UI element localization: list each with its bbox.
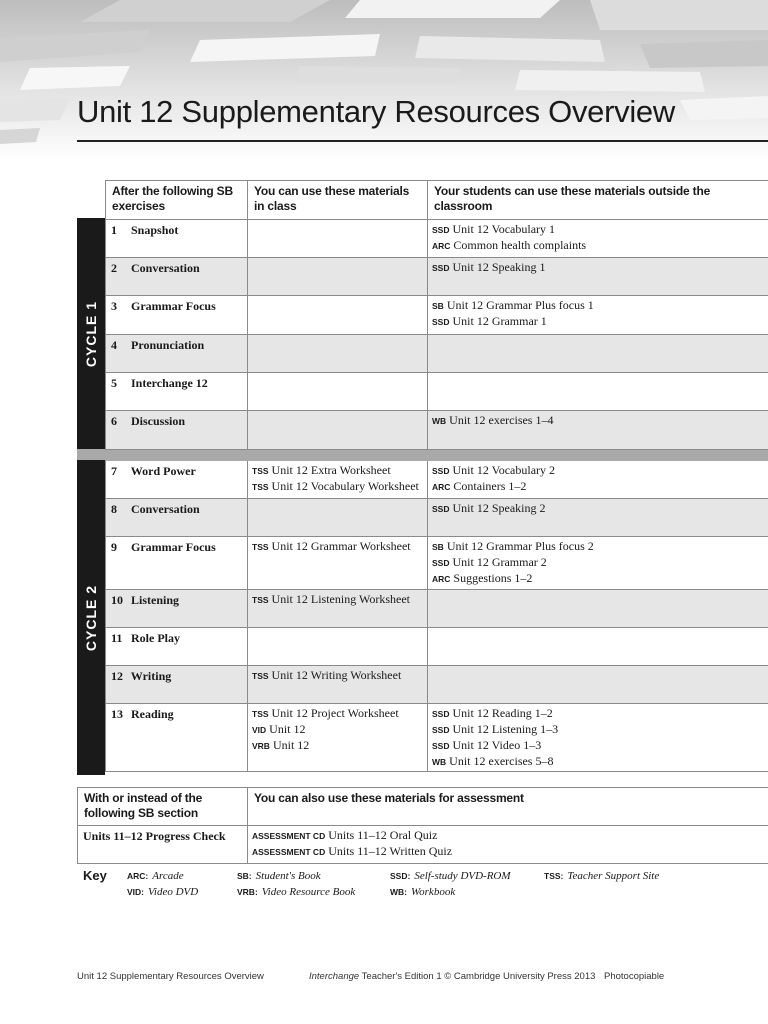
cycle-2-label: CYCLE 2 [83, 584, 99, 651]
assessment-row [78, 826, 768, 864]
exercise-cell [106, 499, 248, 537]
resource-entry [252, 844, 764, 860]
key-text: Teacher Support Site [567, 870, 660, 882]
footer-left: Unit 12 Supplementary Resources Overview [77, 971, 264, 982]
in-class-cell [248, 666, 428, 704]
table-row [106, 411, 768, 450]
assessment-rows [78, 826, 768, 864]
exercise-cell [106, 411, 248, 450]
resource-text: Unit 12 Vocabulary 2 [452, 463, 556, 477]
exercise-cell [106, 461, 248, 499]
resource-code: WB [432, 757, 447, 767]
resource-code: SSD [432, 317, 450, 327]
exercise-cell [106, 373, 248, 411]
header-assessment-materials: You can also use these materials for assessment [248, 788, 768, 826]
table-row [106, 590, 768, 628]
assessment-table [77, 787, 768, 864]
resource-entry [432, 463, 764, 479]
resource-code: TSS [252, 466, 269, 476]
resource-entry [252, 668, 423, 684]
banner-graphic [0, 0, 768, 160]
resource-entry [252, 828, 764, 844]
resource-entry [252, 706, 423, 722]
outside-classroom-cell [428, 411, 768, 450]
exercise-name: Interchange 12 [131, 376, 208, 390]
key-code: VID: [127, 887, 144, 897]
outside-classroom-cell [428, 628, 768, 666]
resource-text: Unit 12 Vocabulary 1 [452, 222, 556, 236]
exercise-number: 3 [111, 299, 117, 313]
resource-code: SSD [432, 741, 450, 751]
table-row [106, 335, 768, 373]
resource-code: SB [432, 301, 444, 311]
resource-text: Unit 12 Extra Worksheet [271, 463, 391, 477]
exercise-cell [106, 590, 248, 628]
exercise-cell [106, 220, 248, 258]
exercise-name: Word Power [130, 464, 196, 478]
resource-code: TSS [252, 709, 269, 719]
table-row [106, 499, 768, 537]
outside-classroom-cell [428, 666, 768, 704]
key-legend [83, 868, 768, 908]
exercise-number: 4 [111, 338, 117, 352]
exercise-name: Grammar Focus [131, 540, 216, 554]
key-code: ARC: [127, 871, 149, 881]
key-code: SSD: [390, 871, 411, 881]
key-item-arc [127, 870, 184, 882]
resource-text: Unit 12 Listening Worksheet [271, 592, 410, 606]
resource-code: SSD [432, 725, 450, 735]
key-item-tss [544, 870, 659, 882]
exercise-name: Snapshot [131, 223, 179, 237]
key-item-vid [127, 886, 198, 898]
in-class-cell [248, 258, 428, 296]
exercise-number: 8 [111, 502, 117, 516]
resource-code: ARC [432, 241, 451, 251]
resource-entry [432, 238, 764, 254]
exercise-cell [106, 296, 248, 335]
outside-classroom-cell [428, 335, 768, 373]
resource-code: SSD [432, 709, 450, 719]
table-row [106, 296, 768, 335]
resource-text: Unit 12 Grammar Worksheet [271, 539, 411, 553]
resource-entry [432, 738, 764, 754]
key-label: Key [83, 868, 107, 883]
key-code: WB: [390, 887, 407, 897]
resource-entry [432, 298, 764, 314]
resource-text: Unit 12 Speaking 1 [452, 260, 546, 274]
cycle-1-label-bar [77, 218, 105, 449]
table-header-row [106, 181, 768, 220]
in-class-cell [248, 411, 428, 450]
resource-text: Unit 12 [272, 738, 310, 752]
header-sb-section: With or instead of the following SB section [78, 788, 248, 826]
cycle-2-rows [106, 461, 768, 772]
footer-series: Interchange [309, 971, 360, 982]
resources-table [105, 180, 768, 772]
key-text: Self-study DVD-ROM [414, 870, 511, 882]
exercise-number: 7 [111, 464, 117, 478]
exercise-number: 13 [111, 707, 123, 721]
resource-entry [432, 501, 764, 517]
assessment-materials-cell [248, 826, 768, 864]
resource-code: VRB [252, 741, 270, 751]
key-text: Arcade [152, 870, 184, 882]
key-text: Workbook [411, 886, 456, 898]
resource-entry [432, 706, 764, 722]
exercise-number: 5 [111, 376, 117, 390]
resource-entry [432, 413, 764, 429]
resource-entry [432, 754, 764, 770]
resource-entry [252, 463, 423, 479]
key-text: Video DVD [148, 886, 199, 898]
exercise-number: 6 [111, 414, 117, 428]
resource-text: Suggestions 1–2 [453, 571, 533, 585]
exercise-name: Grammar Focus [131, 299, 216, 313]
resource-code: TSS [252, 482, 269, 492]
footer-copyright [309, 971, 595, 982]
key-text: Student's Book [255, 870, 321, 882]
resource-text: Unit 12 exercises 5–8 [449, 754, 554, 768]
resource-code: VID [252, 725, 267, 735]
resource-text: Common health complaints [453, 238, 587, 252]
exercise-number: 10 [111, 593, 123, 607]
resource-text: Unit 12 Grammar Plus focus 1 [446, 298, 594, 312]
in-class-cell [248, 296, 428, 335]
resource-entry [252, 738, 423, 754]
table-row [106, 628, 768, 666]
resource-text: Unit 12 Listening 1–3 [452, 722, 559, 736]
in-class-cell [248, 628, 428, 666]
resource-entry [252, 722, 423, 738]
table-row [106, 373, 768, 411]
resource-code: TSS [252, 595, 269, 605]
exercise-name: Reading [131, 707, 174, 721]
outside-classroom-cell [428, 461, 768, 499]
key-item-wb [390, 886, 455, 898]
in-class-cell [248, 704, 428, 772]
assessment-header-row [78, 788, 768, 826]
outside-classroom-cell [428, 499, 768, 537]
key-item-vrb [237, 886, 355, 898]
resource-text: Unit 12 [269, 722, 306, 736]
exercise-name: Listening [131, 593, 180, 607]
table-row [106, 537, 768, 590]
resource-text: Unit 12 Grammar 2 [452, 555, 547, 569]
table-row [106, 666, 768, 704]
exercise-cell [106, 628, 248, 666]
exercise-name: Pronunciation [131, 338, 205, 352]
key-item-sb [237, 870, 321, 882]
resource-code: WB [432, 416, 447, 426]
resource-text: Unit 12 Reading 1–2 [452, 706, 553, 720]
exercise-cell [106, 537, 248, 590]
resource-code: ASSESSMENT CD [252, 847, 326, 857]
exercise-number: 1 [111, 223, 117, 237]
resource-code: SB [432, 542, 444, 552]
resource-entry [432, 479, 764, 495]
resource-text: Units 11–12 Oral Quiz [328, 828, 438, 842]
key-code: TSS: [544, 871, 564, 881]
table-row [106, 461, 768, 499]
title-rule [77, 140, 768, 142]
resource-code: ASSESSMENT CD [252, 831, 326, 841]
resource-text: Unit 12 Vocabulary Worksheet [271, 479, 419, 493]
exercise-cell [106, 335, 248, 373]
footer-middle: Teacher's Edition 1 © Cambridge University Press 2013 [359, 971, 596, 982]
exercise-name: Writing [130, 669, 172, 683]
header-in-class: You can use these materials in class [248, 181, 428, 220]
cycle-1-label: CYCLE 1 [83, 300, 99, 367]
resource-entry [252, 539, 423, 555]
cycle-gap [106, 450, 768, 461]
resource-text: Unit 12 Speaking 2 [452, 501, 546, 515]
header-outside-classroom: Your students can use these materials outside the classroom [428, 181, 768, 220]
resource-code: TSS [252, 671, 269, 681]
outside-classroom-cell [428, 704, 768, 772]
outside-classroom-cell [428, 296, 768, 335]
resource-code: SSD [432, 504, 450, 514]
exercise-cell [106, 666, 248, 704]
outside-classroom-cell [428, 537, 768, 590]
exercise-number: 9 [111, 540, 117, 554]
resource-entry [432, 555, 764, 571]
outside-classroom-cell [428, 590, 768, 628]
assessment-section-cell: Units 11–12 Progress Check [78, 826, 248, 864]
in-class-cell [248, 590, 428, 628]
table-row [106, 704, 768, 772]
in-class-cell [248, 220, 428, 258]
exercise-number: 12 [111, 669, 123, 683]
page-title: Unit 12 Supplementary Resources Overview [77, 94, 675, 129]
resource-code: ARC [432, 574, 451, 584]
resource-code: TSS [252, 542, 269, 552]
key-code: SB: [237, 871, 252, 881]
resource-entry [432, 260, 764, 276]
cycle-1-rows [106, 220, 768, 450]
resource-text: Unit 12 Project Worksheet [271, 706, 399, 720]
resource-entry [432, 222, 764, 238]
table-row [106, 220, 768, 258]
header-banner [0, 0, 768, 160]
outside-classroom-cell [428, 258, 768, 296]
resource-text: Units 11–12 Written Quiz [328, 844, 453, 858]
exercise-cell [106, 258, 248, 296]
exercise-number: 11 [111, 631, 123, 645]
resource-entry [432, 571, 764, 587]
key-text: Video Resource Book [261, 886, 356, 898]
resource-code: SSD [432, 558, 450, 568]
in-class-cell [248, 373, 428, 411]
resource-entry [432, 314, 764, 330]
resource-text: Unit 12 Writing Worksheet [271, 668, 402, 682]
exercise-name: Conversation [131, 261, 200, 275]
resource-entry [252, 592, 423, 608]
footer-right: Photocopiable [604, 971, 665, 982]
outside-classroom-cell [428, 373, 768, 411]
resource-text: Unit 12 exercises 1–4 [449, 413, 554, 427]
resource-text: Containers 1–2 [453, 479, 527, 493]
resource-entry [432, 722, 764, 738]
exercise-number: 2 [111, 261, 117, 275]
exercise-cell [106, 704, 248, 772]
key-code: VRB: [237, 887, 258, 897]
resource-entry [432, 539, 764, 555]
resource-entry [252, 479, 423, 495]
key-item-ssd [390, 870, 511, 882]
resource-code: SSD [432, 466, 450, 476]
table-row [106, 258, 768, 296]
exercise-name: Discussion [131, 414, 186, 428]
resource-text: Unit 12 Grammar Plus focus 2 [446, 539, 594, 553]
resource-code: SSD [432, 225, 450, 235]
cycle-2-label-bar [77, 460, 105, 775]
in-class-cell [248, 335, 428, 373]
resource-code: SSD [432, 263, 450, 273]
exercise-name: Conversation [131, 502, 200, 516]
exercise-name: Role Play [131, 631, 180, 645]
resource-text: Unit 12 Grammar 1 [452, 314, 547, 328]
resource-text: Unit 12 Video 1–3 [452, 738, 542, 752]
header-sb-exercises: After the following SB exercises [106, 181, 248, 220]
in-class-cell [248, 499, 428, 537]
in-class-cell [248, 461, 428, 499]
resource-code: ARC [432, 482, 451, 492]
in-class-cell [248, 537, 428, 590]
outside-classroom-cell [428, 220, 768, 258]
